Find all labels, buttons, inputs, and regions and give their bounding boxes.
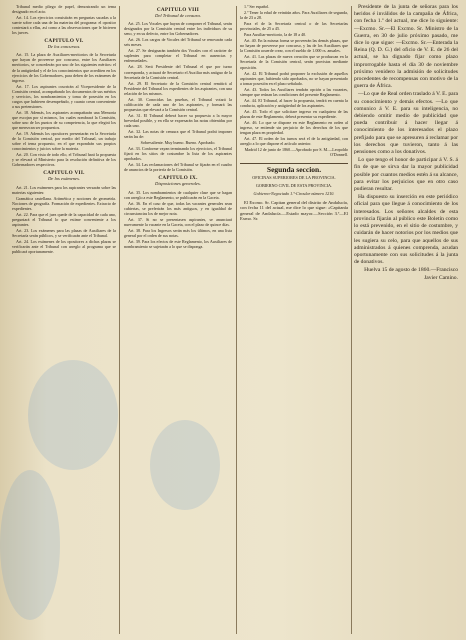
paragraph: Art. 29. El Secretario de la Comisión central remitirá al Presidente del Tribunal los expedientes de los aspirantes, con una relación de los mismos. [124,80,232,96]
paragraph: Art. 20. Con vista de todo ello, el Tribunal hará la propuesta y se elevará al Ministerio para la resolución definitiva de los Gobernadores respectivos. [12,152,116,168]
paragraph: Art. 31. El Tribunal deberá hacer su propuesta a la mayor brevedad posible, y en ella se expresarán las notas obtenidas por cada uno. [124,112,232,128]
paragraph: Tribunal medio pliego de papel, demostrando un tema designado en el acto. [12,4,116,15]
paragraph: Ha dispuesto su inserción en este periódico oficial para que llegue á conocimiento de los interesados. Los señores alcaldes de esta provincia fijarán al público este Boletín como lo está prevenido, en el sitio de costumbre, y cuidarán de hacer notorios por los medios que les sugiera su celo, para que aquellos de sus administrados á quienes comprenda, acudan oportunamente con sus solicitudes á la junta de donativos. [354,194,458,266]
paragraph: Art. 33. Conforme vayan terminando los ejercicios, el Tribunal fijará en los sitios de costumbre la lista de los aspirantes aprobados. [124,146,232,162]
paragraph: Art. 37. Si no se presentasen aspirantes, se anunciará nuevamente la vacante en la Gaceta, con el plazo de quince días. [124,216,232,227]
paragraph: Art. 39. Para los efectos de este Reglamento, los Auxiliares de nombramiento se sujetarán a lo que se disponga. [124,238,232,249]
paragraph: Para el de la Secretaría central o de las Secretarías provinciales, de 25 a 45. [240,21,348,32]
chapter-subheading: De los concursos. [47,44,81,50]
paragraph: Art. 30. Conocidas las pruebas, el Tribunal votará la calificación de cada uno de los aspirantes, y formará las propuestas que elevará a la Comisión central. [124,96,232,112]
paragraph: El Excmo. Sr. Capitan general del distrito de Andalucía, con fecha 11 del actual, me dice lo que sigue: «Capitanía general de Andalucía.—Estado mayor.—Sección 3.ª—El Exmo. Sr. [240,199,348,222]
paragraph: Presidente de la junta de señoras para los heridos é inválidos de la campaña de África, con fecha 1.º del actual, me dice lo siguiente: —Excmo. Sr.—El Excmo. Sr. Ministro de la Guerra, en 30 de julio próximo pasado, me dice lo que sigue: —Excmo. Sr.—Enterada la Reina (Q. D. G.) del oficio de V. E. de 26 del actual, se ha dignado fijar como plazo improrrogable hasta el día 30 de noviembre próximo venidero la admisión de solicitudes procedentes de recompensas con motivo de la guerra de África. [354,4,458,90]
paragraph: Art. 19. Además los opositores presentarán en la Secretaría de la Comisión central, por medio del Tribunal, un trabajo sobre el tema propuesto, en el que expondrán sus propios conocimientos y juicios sobre la materia. [12,131,116,152]
paragraph: Art. 14. Los ejercicios consistirán en preguntas sacadas a la suerte sobre cada una de las materias del programa: el opositor contestará a ellas, así como a las observaciones que le hicieren los jueces. [12,15,116,36]
paragraph: Art. 21. Los exámenes para los aspirantes versarán sobre las materias siguientes: [12,184,116,195]
signature-date: Huelva 15 de agosto de 1860.—Francisco Javier Camino. [364,267,458,281]
paragraph: Art. 32. Las notas de censura que el Tribunal podrá imponer serán las de: [124,129,232,140]
paragraph: Art. 44. El Tribunal, al hacer la propuesta, tendrá en cuenta la conducta, aplicación y antigüedad de los aspirantes. [240,97,348,108]
paragraph: Art. 45. Todo el que solicitare ingreso en cualquiera de las plazas de este Reglamento, deberá presentar su expediente. [240,108,348,119]
section-heading: Segunda seccion. [240,163,348,172]
paragraph: Art. 34. Las reclamaciones del Tribunal se fijarán en el cuadro de anuncios de la portería de la Comisión. [124,162,232,173]
paragraph: Para Auxiliar-meritorio, la de 18 a 40. [244,32,307,38]
paragraph: Art. 36. En el caso de que, todas las vacantes generales sean cubiertas, se preferirán los más antiguos, y en igualdad de circunstancias los de mejor nota. [124,200,232,216]
chapter-subheading: De los exámenes. [47,176,81,182]
paragraph: Art. 15. La plaza de Auxiliares-meritorios de la Secretaría que hayan de proveerse por concurso, entre los Auxiliares meritorios, se concederán por uno de los siguientes méritos: el de la antigüedad y el de los conocimientos que acrediten en los ejercicios de los Gobernadores, para deben de los exámenes de ingreso. [12,52,116,83]
paragraph: Art. 26. Los cargos de Vocales del Tribunal se renovarán cada seis meses. [124,37,232,48]
paragraph: Art. 17. Los aspirantes ocurrirán al Vicepresidente de la Comisión central, acompañando los documentos de sus méritos y servicios, los nombramientos y toma de posesión en los cargos que hubieren desempeñado, y cuanto crean conveniente a sus pretensiones. [12,83,116,109]
paragraph: Art. 40. En la misma forma se proveerán las demás plazas, que no hayan de proveerse por concurso, y las de los Auxiliares que la Comisión acuerde crear, con el sueldo de 1.000 rs. anuales. [240,38,348,54]
paragraph: Art. 42. El Tribunal podrá proponer la exclusión de aquellos aspirantes que, habiendo sido aprobados, no se hayan presentado a tomar posesión en el plazo señalado. [240,70,348,86]
paragraph: Lo que tengo el honor de participar á V. S. á fin de que se sirva dar la mayor publicidad posible por cuantos medios estén á su alcance, para evitar los perjuicios que en otro caso pudieran resultar. [354,157,458,193]
chapter-heading: CAPITULO IX. [158,175,198,182]
paragraph: Art. 46. Lo que se dispone en este Reglamento en orden al ingreso, se entiende sin perjuicio de los derechos de los que tengan plaza en propiedad. [240,119,348,136]
column-divider [119,6,120,634]
paragraph: Art. 18. Además, los aspirantes acompañarán una Memoria que escojan por sí mismos, los cuales nombrará la Comisión, sobre uno de los puntos de su competencia, la que elegirá los que merezcan ser propuestos. [12,109,116,131]
column-1 [12,4,116,636]
column-2 [124,4,232,636]
paragraph: —Lo que de Real orden traslado á V. E. para su conocimiento y demás efectos. —Lo que comunico á V. E. para su inteligencia, no debiendo omitir medio de publicidad que pueda contribuir á hacer llegar á conocimiento de los interesados el plazo prefijado para que se apresuren á reclamar por los derechos que tuvieron, tanto á las pensiones como a los donativos. [354,91,458,156]
paragraph: Art. 35. Los nombramientos de cualquier clase que se hagan con arreglo a este Reglamento, se publicarán en la Gaceta. [124,189,232,200]
paragraph: Art. 23. Los exámenes para las plazas de Auxiliares de la Secretaría serán públicos, y se verificarán ante el Tribunal. [12,227,116,238]
paragraph: 2.º Tener la edad de veintiún años. Para Auxiliares de segunda, la de 23 a 28. [240,10,348,21]
subject-list: Gramática castellana. Aritmética y nociones de geometría. Nociones de geografía. Formación de expedientes. Extracto de expedientes. [12,195,116,211]
paragraph: Art. 28. Será Presidente del Tribunal el que por turno corresponda, y actuará de Secretario el Auxiliar más antiguo de la Secretaría de la Comisión central. [124,64,232,80]
paragraph: Art. 47. El orden de los turnos será el de la antigüedad, con arreglo a lo que dispone el artículo anterior. [240,136,348,147]
paragraph: Art. 38. Para los Ingresos serán más los últimos, en una lista general por el orden de sus notas. [124,227,232,238]
office-heading: OFICINAS SUPERIORES DE LA PROVINCIA. [252,175,336,181]
paragraph: Art. 22. Para que el juez quede de la capacidad de cada uno, preguntará el Tribunal lo que estime conveniente a los aspirantes. [12,211,116,227]
paragraph: Art. 27. Se designarán también dos Vocales con el carácter de suplentes para completar el Tribunal en ausencias y enfermedades. [124,48,232,64]
chapter-subheading: Del Tribunal de censura. [155,13,201,19]
column-divider [351,6,352,634]
paragraph: Art. 25. Los Vocales que hayan de componer el Tribunal, serán designados por la Comisión central entre los individuos de su seno, y en su defecto, entre los Gobernadores. [124,21,232,37]
signature-date: Madrid 12 de junio de 1860.—Aprobado por S. M.—Leopoldo O'Donnell. [244,147,348,158]
paragraph: Art. 43. Todos los Auxiliares tendrán opción a las vacantes, siempre que reúnan las condiciones del presente Reglamento. [240,86,348,97]
circular-number: Gobierno-Negociado 1.º-Circular número 1210. [253,191,335,197]
chapter-subheading: Disposiciones generales. [155,181,201,187]
grade-list: Sobresaliente. Muy bueno. Bueno. Aprobado. [140,140,216,146]
paragraph: Art. 24. Los exámenes de los opositores a dichas plazas se verificarán ante el Tribunal con arreglo al programa que se publicará oportunamente. [12,238,116,255]
column-3 [240,4,348,636]
chapter-heading: CAPITULO VI. [44,38,84,45]
column-4 [354,4,458,636]
paragraph: Art. 41. Las plazas de nueva creación que se produzcan en la Secretaría de la Comisión central, serán provistas mediante oposición. [240,54,348,70]
paragraph: 1.º Ser español. [244,4,270,9]
column-divider [236,6,237,634]
chapter-heading: CAPITULO VII. [43,170,85,177]
office-heading: GOBIERNO CIVIL DE ESTA PROVINCIA. [255,183,333,189]
chapter-heading: CAPITULO VIII [156,7,200,13]
